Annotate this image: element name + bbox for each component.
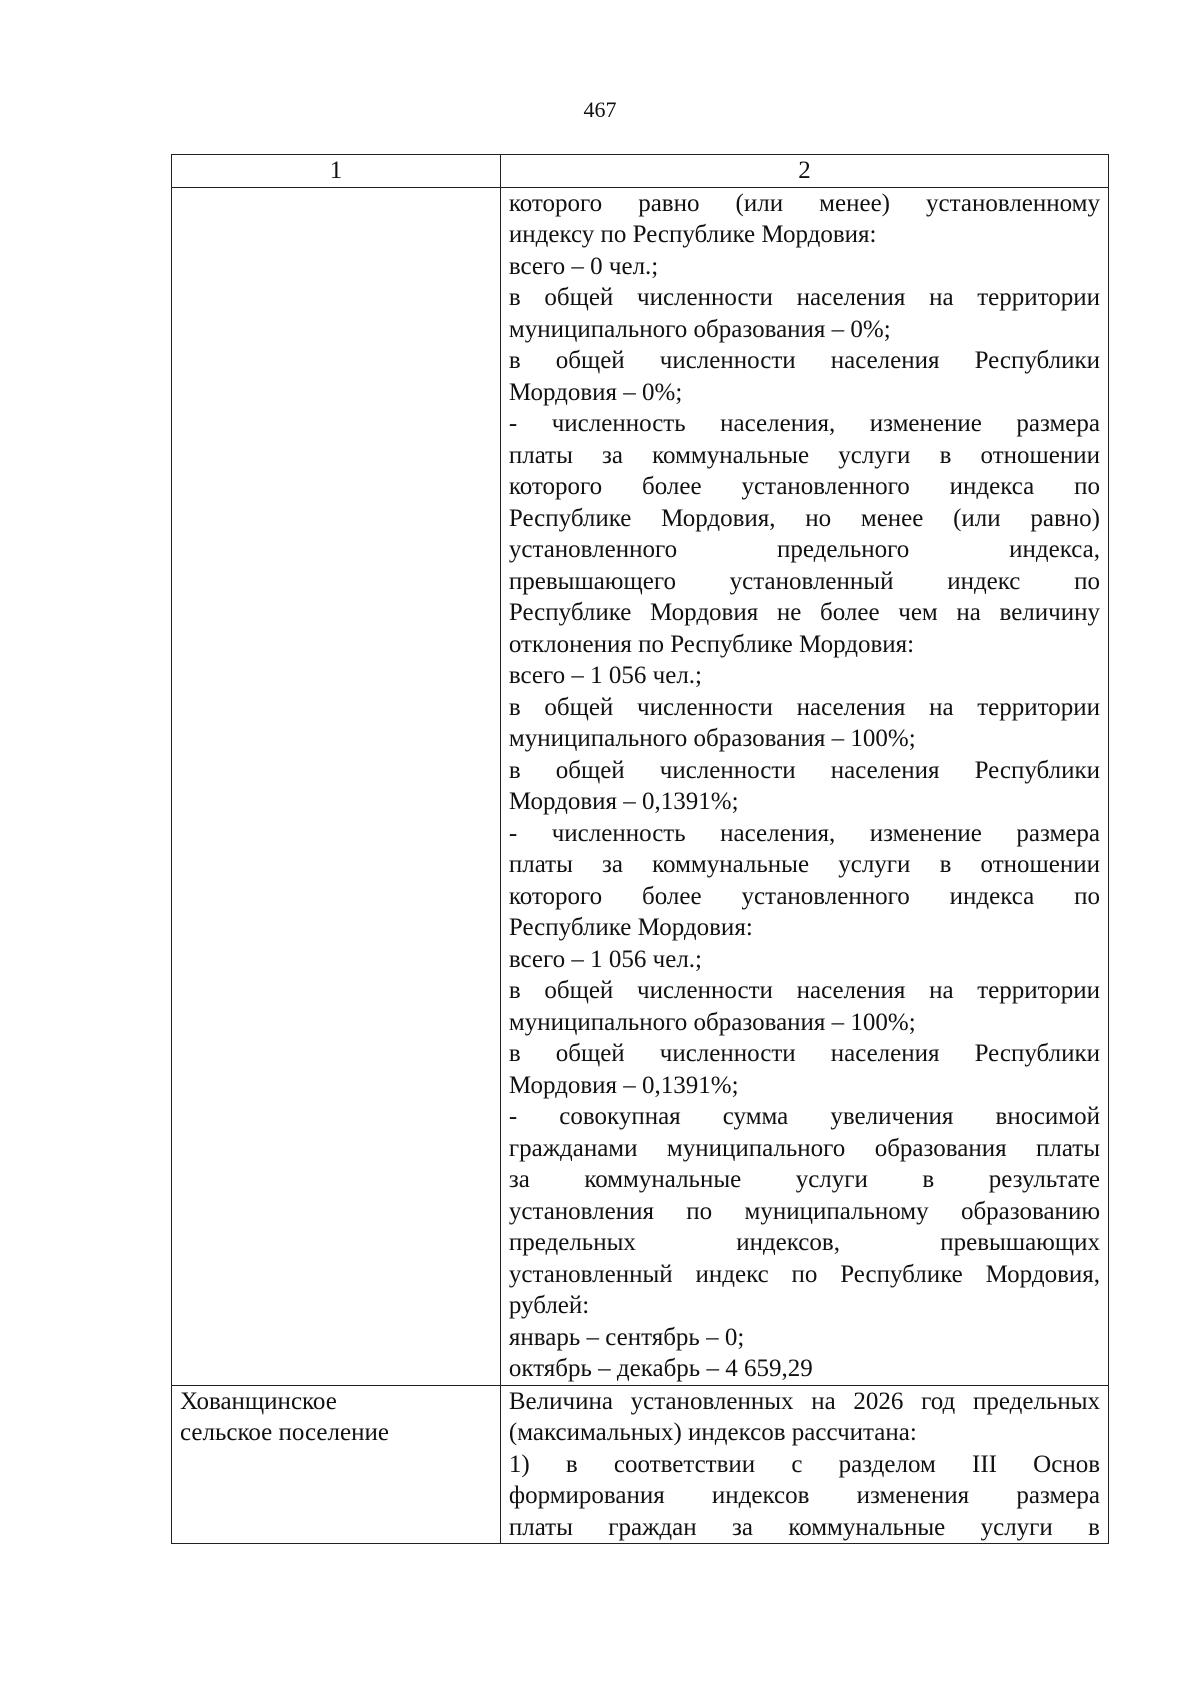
text-line: превышающего установленный индекс по	[508, 567, 1100, 595]
text-line: муниципального образования – 0%;	[508, 315, 891, 343]
text-line: Республике Мордовия:	[508, 914, 753, 941]
text-line: в общей численности населения на территории	[508, 284, 1100, 311]
text-line: гражданами муниципального образования платы	[508, 1134, 1100, 1162]
text-line: Мордовия – 0,1391%;	[508, 788, 739, 815]
table-row	[172, 1385, 1109, 1544]
text-line: 1) в соответствии с разделом III Основ	[508, 1450, 1100, 1478]
text-line: - численность населения, изменение размера	[508, 410, 1100, 437]
text-line: (максимальных) индексов рассчитана:	[508, 1419, 917, 1446]
text-line: за коммунальные услуги в результате	[508, 1166, 1100, 1193]
table-header-row	[172, 155, 1109, 188]
text-line: октябрь – декабрь – 4 659,29	[508, 1355, 813, 1382]
text-line: в общей численности населения на территории	[508, 693, 1100, 721]
row1-description-cell	[500, 187, 1108, 1385]
text-line: Республике Мордовия, но менее (или равно)	[508, 504, 1100, 532]
text-line: всего – 0 чел.;	[508, 252, 659, 280]
text-line: установленный индекс по Республике Мордовия,	[508, 1260, 1100, 1288]
text-line: в общей численности населения Республики	[508, 347, 1100, 374]
text-line: в общей численности населения на территории	[508, 977, 1100, 1004]
text-line: индексу по Республике Мордовия:	[508, 221, 877, 248]
text-line: Мордовия – 0,1391%;	[508, 1071, 739, 1099]
text-line: муниципального образования – 100%;	[508, 725, 916, 752]
text-line: - совокупная сумма увеличения вносимой	[508, 1103, 1100, 1130]
text-line: отклонения по Республике Мордовия:	[508, 630, 915, 658]
text-line: которого более установленного индекса по	[508, 882, 1100, 910]
text-line: предельных индексов, превышающих	[508, 1229, 1100, 1256]
text-line: всего – 1 056 чел.;	[508, 662, 703, 689]
text-line: - численность населения, изменение размера	[508, 819, 1100, 847]
text-line: Республике Мордовия не более чем на величину	[508, 599, 1100, 626]
text-line: установления по муниципальному образованию	[508, 1197, 1100, 1225]
text-line: всего – 1 056 чел.;	[508, 945, 703, 973]
text-line: Мордовия – 0%;	[508, 378, 683, 406]
text-line: рублей:	[508, 1292, 590, 1319]
row2-description-cell	[500, 1385, 1108, 1544]
text-line: Хованщинское	[180, 1387, 337, 1415]
text-line: платы граждан за коммунальные услуги в	[508, 1513, 1100, 1541]
text-line: сельское поселение	[180, 1419, 389, 1446]
page-number: 467	[583, 97, 617, 122]
text-line: формирования индексов изменения размера	[508, 1482, 1100, 1509]
header-cell-2: 2	[500, 155, 1108, 188]
text-line: январь – сентябрь – 0;	[508, 1323, 745, 1351]
table-row	[172, 187, 1109, 1385]
text-line: платы за коммунальные услуги в отношении	[508, 851, 1100, 878]
text-line: в общей численности населения Республики	[508, 1040, 1100, 1067]
text-line: установленного предельного индекса,	[508, 536, 1100, 563]
row1-municipality-cell	[172, 187, 501, 1385]
text-line: которого более установленного индекса по	[508, 473, 1100, 500]
text-line: Величина установленных на 2026 год предельных	[508, 1387, 1100, 1415]
text-line: которого равно (или менее) установленному	[508, 189, 1100, 217]
document-table	[171, 154, 1109, 1544]
text-line: муниципального образования – 100%;	[508, 1008, 916, 1036]
text-line: платы за коммунальные услуги в отношении	[508, 441, 1100, 469]
row2-municipality-cell	[172, 1385, 501, 1544]
header-cell-1: 1	[172, 155, 501, 188]
text-line: в общей численности населения Республики	[508, 756, 1100, 784]
